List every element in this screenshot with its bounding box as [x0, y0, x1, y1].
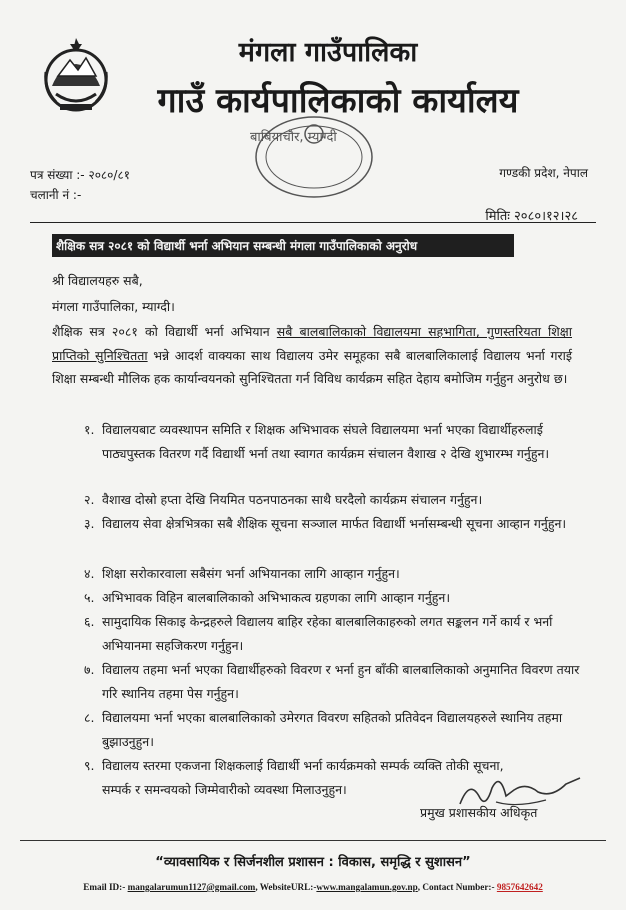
item-number: ६. — [84, 614, 95, 629]
item-text: विद्यालय तहमा भर्ना भएका विद्यार्थीहरुको विवरण र भर्ना हुन बाँकी बालबालिकाको अनुमानित विवरण तयार गरि स्थानिय तहमा पेस गर्नुहुन। — [102, 662, 580, 701]
item-number: ७. — [84, 662, 95, 677]
list-item — [84, 562, 582, 586]
office-title: गाउँ कार्यपालिकाको कार्यालय — [157, 81, 519, 121]
list-item — [84, 706, 582, 753]
intro-paragraph — [52, 320, 572, 391]
item-number: १. — [84, 422, 95, 437]
phone-link[interactable]: 9857642642 — [496, 882, 543, 892]
website-link[interactable]: www.mangalamun.gov.np — [316, 882, 418, 892]
item-text: सामुदायिक सिकाइ केन्द्रहरुले विद्यालय बाहिर रहेका बालबालिकाहरुको लगत सङ्कलन गर्ने कार्य र भर्ना अभियानमा सहजिकरण गर्नुहुन। — [102, 614, 553, 653]
list-item — [84, 586, 582, 610]
item-text: अभिभावक विहिन बालबालिकाको अभिभाकत्व ग्रहणका लागि आव्हान गर्नुहुन। — [102, 590, 451, 605]
item-text: विद्यालयबाट व्यवस्थापन समिति र शिक्षक अभिभावक संघले विद्यालयमा भर्ना भएका विद्यार्थीहरुलाई पाठ्यपुस्तक वितरण गर्दै विद्यार्थी भर्ना तथा स्वागत कार्यक्रम संचालन वैशाख २ देखि शुभारम्भ गर्नुहुन। — [102, 422, 550, 461]
stamp-text: बाबियाचौर, म्याग्दी — [250, 130, 337, 145]
municipality-name: मंगला गाउँपालिका — [238, 37, 418, 68]
item-text: विद्यालय सेवा क्षेत्रभित्रका सबै शैक्षिक सूचना सञ्जाल मार्फत विद्यार्थी भर्नासम्बन्धी सूचना आव्हान गर्नुहुन। — [102, 516, 567, 531]
list-item — [84, 418, 582, 465]
list-item — [84, 610, 582, 657]
item-text: विद्यालय स्तरमा एकजना शिक्षकलाई विद्यार्थी भर्ना कार्यक्रमको सम्पर्क व्यक्ति तोकी सूचना, सम्पर्क र समन्वयको जिम्मेवारीको व्यवस्था मिलाउनुहुन। — [102, 758, 504, 797]
item-number: ८. — [84, 710, 95, 725]
signatory-title: प्रमुख प्रशासकीय अधिकृत — [420, 805, 538, 820]
header-divider — [30, 222, 596, 223]
item-text: शिक्षा सरोकारवाला सबैसंग भर्ना अभियानका लागि आव्हान गर्नुहुन। — [102, 566, 400, 581]
intro-text-2: भन्ने आदर्श वाक्यका साथ विद्यालय उमेर समूहका सबै बालबालिकालाई विद्यालय भर्ना गराई शिक्षा सम्बन्धी मौलिक हक कार्यान्वयनको सुनिश्चितता गर्न विविध कार्यक्रम सहित देहाय बमोजिम गर्नुहुन अनुरोध छ। — [52, 347, 573, 386]
item-number: ४. — [84, 566, 95, 581]
email-label: Email ID:- — [83, 882, 128, 892]
dispatch-number: चलानी नं :- — [30, 188, 82, 202]
contact-line — [0, 882, 626, 892]
subject-line: शैक्षिक सत्र २०८१ को विद्यार्थी भर्ना अभियान सम्बन्धी मंगला गाउँपालिकाको अनुरोध — [52, 234, 514, 257]
province-label: गण्डकी प्रदेश, नेपाल — [499, 166, 588, 180]
item-number: ३. — [84, 516, 95, 531]
item-number: २. — [84, 492, 95, 507]
website-label: , WebsiteURL:- — [255, 882, 317, 892]
item-number: ५. — [84, 590, 95, 605]
footer-divider — [20, 840, 606, 841]
office-motto: “व्यावसायिक र सिर्जनशील प्रशासन : विकास, समृद्धि र सुशासन” — [155, 855, 471, 870]
office-stamp — [250, 112, 378, 202]
recipient-address: मंगला गाउँपालिका, म्याग्दी। — [52, 299, 175, 314]
item-number: ९. — [84, 758, 95, 773]
item-text: वैशाख दोस्रो हप्ता देखि नियमित पठनपाठनका साथै घरदैलो कार्यक्रम संचालन गर्नुहुन। — [102, 492, 483, 507]
contact-label: , Contact Number:- — [417, 882, 497, 892]
intro-text-1: शैक्षिक सत्र २०८१ को विद्यार्थी भर्ना अभियान — [52, 324, 277, 339]
item-text: विद्यालयमा भर्ना भएका बालबालिकाको उमेरगत विवरण सहितको प्रतिवेदन विद्यालयहरुले स्थानिय तहमा बुझाउनुहुन। — [102, 710, 563, 749]
list-item — [84, 658, 582, 705]
salutation: श्री विद्यालयहरु सबै, — [52, 273, 143, 288]
email-link[interactable]: mangalarumun1127@gmail.com — [127, 882, 256, 892]
reference-number: पत्र संख्या :- २०८०/८१ — [30, 168, 130, 182]
list-item — [84, 512, 582, 536]
intro-slogan: सबै बालबालिकाको विद्यालयमा सहभागिता, गुणस्तरियता शिक्षा प्राप्तिको सुनिश्चितता — [52, 324, 572, 363]
list-item — [84, 488, 582, 512]
letter-date: मितिः २०८०।१२।२८ — [485, 209, 578, 224]
